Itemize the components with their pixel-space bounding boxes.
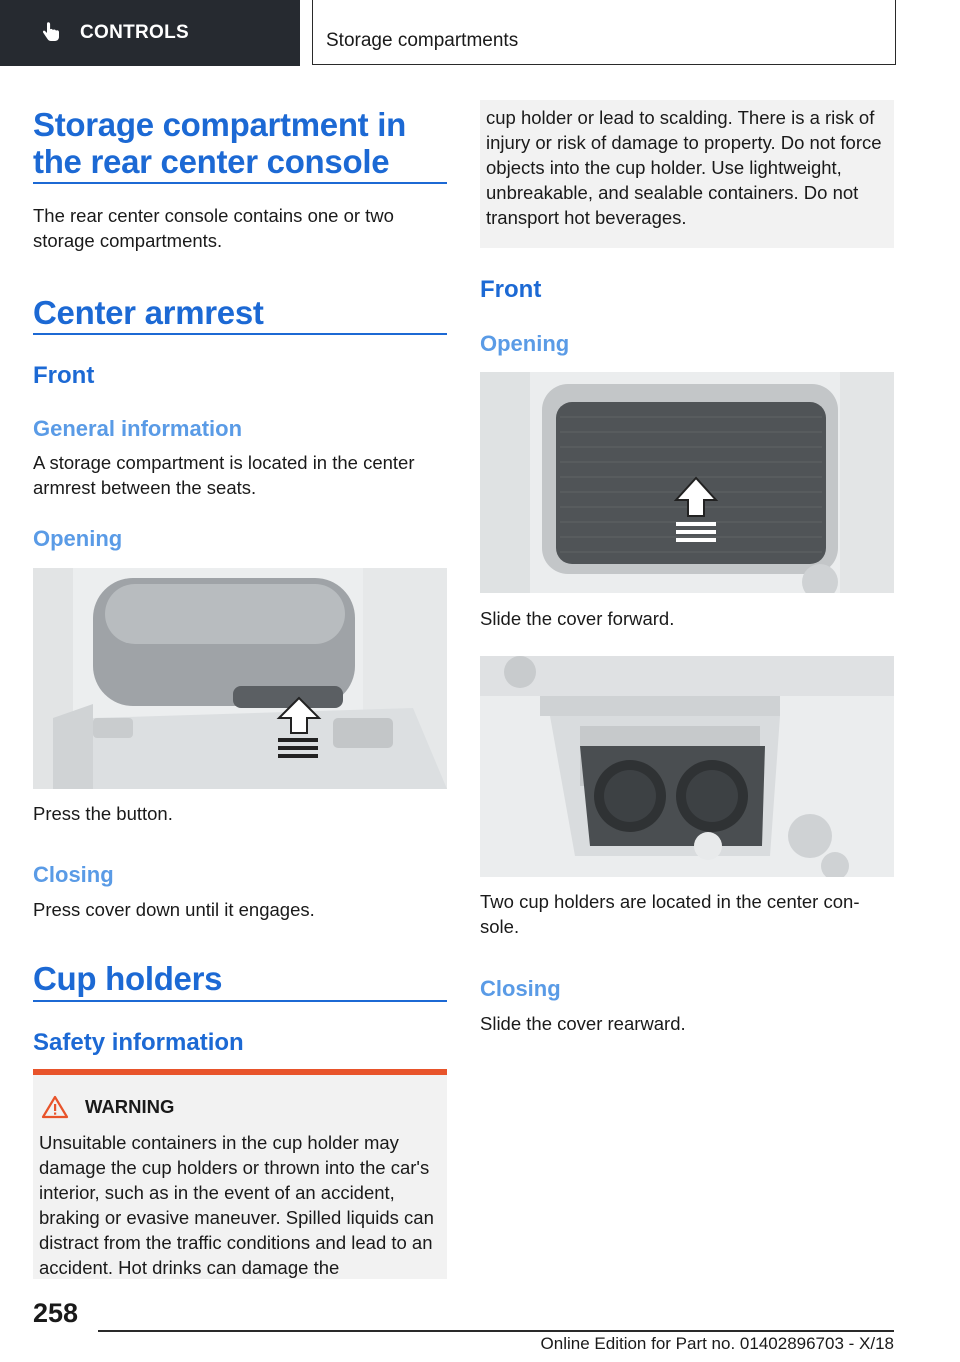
warning-label: WARNING <box>85 1096 175 1117</box>
warning-box <box>33 1075 447 1279</box>
caption-press-button: Press the button. <box>33 803 173 824</box>
warning-text: Unsuitable containers in the cup holder may damage the cup holders or thrown into the car's interior, such as in the event of an accident, braking or evasive maneuver. Spilled liquids can distract from the traffic conditions and lead to an accident. Hot drinks can damage the <box>39 1132 434 1278</box>
heading-closing: Closing <box>33 862 114 887</box>
heading-rule <box>33 182 447 184</box>
footer-rule <box>98 1330 894 1332</box>
caption-slide-forward: Slide the cover forward. <box>480 608 675 629</box>
warning-triangle-icon <box>41 1095 69 1119</box>
heading-closing-cup: Closing <box>480 976 561 1001</box>
heading-cup-holders: Cup holders <box>33 960 223 997</box>
page-number: 258 <box>33 1298 79 1328</box>
heading-opening: Opening <box>33 526 123 551</box>
paragraph-general: A storage compartment is located in the center armrest between the seats. <box>33 452 415 498</box>
heading-rule <box>33 333 447 335</box>
heading-opening-cup: Opening <box>480 331 570 356</box>
chapter-title: Storage compartments <box>326 30 519 51</box>
page-header-title <box>312 0 896 65</box>
caption-two-cup-holders: Two cup holders are located in the center console. <box>480 891 860 937</box>
paragraph-closing-cup: Slide the cover rearward. <box>480 1013 686 1034</box>
heading-rule <box>33 1000 447 1002</box>
paragraph-storage: The rear center console contains one or two storage compartments. <box>33 205 394 251</box>
heading-storage-compartment: Storage compartment in the rear center console <box>33 106 406 180</box>
warning-box-continued <box>480 100 894 248</box>
section-tab[interactable] <box>0 0 300 66</box>
armrest-illustration <box>33 568 447 789</box>
warning-text-continued: cup holder or lead to scalding. There is a risk of injury or risk of damage to property. Do not force objects into the cup holder. Use lightweight, unbreakable, and sealable containers. Do not transport hot beverages. <box>486 107 882 228</box>
heading-safety-information: Safety information <box>33 1029 244 1056</box>
footer-edition: Online Edition for Part no. 01402896703 - X/18 <box>540 1334 894 1353</box>
heading-front: Front <box>33 362 95 389</box>
cup-holder-cover-illustration <box>480 372 894 593</box>
heading-front-cup: Front <box>480 276 542 303</box>
hand-touch-icon <box>40 22 62 44</box>
heading-center-armrest: Center armrest <box>33 294 264 331</box>
paragraph-closing: Press cover down until it engages. <box>33 899 315 920</box>
cup-holders-illustration <box>480 656 894 877</box>
heading-general-information: General information <box>33 416 243 441</box>
section-label: CONTROLS <box>80 22 190 43</box>
